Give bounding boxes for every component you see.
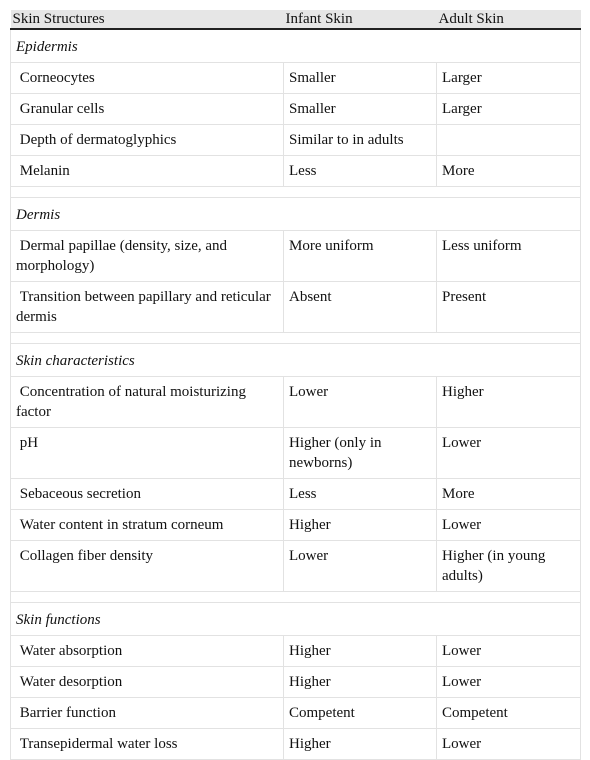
spacer-cell <box>11 592 581 603</box>
table-row <box>11 125 581 156</box>
cell-adult-skin: More <box>437 479 581 510</box>
cell-infant-skin: Higher <box>284 729 437 760</box>
cell-infant-skin: Less <box>284 479 437 510</box>
cell-structure: Collagen fiber density <box>11 541 284 592</box>
cell-adult-skin: Lower <box>437 510 581 541</box>
section-spacer <box>11 592 581 603</box>
cell-infant-skin: Lower <box>284 377 437 428</box>
cell-structure: Water content in stratum corneum <box>11 510 284 541</box>
table-body <box>11 29 581 760</box>
section-spacer <box>11 333 581 344</box>
cell-structure: Water desorption <box>11 667 284 698</box>
cell-structure: Transition between papillary and reticular dermis <box>11 282 284 333</box>
header-adult-skin: Adult Skin <box>437 10 581 29</box>
cell-adult-skin: Lower <box>437 729 581 760</box>
cell-structure: Water absorption <box>11 636 284 667</box>
cell-adult-skin: Competent <box>437 698 581 729</box>
cell-structure: Dermal papillae (density, size, and morphology) <box>11 231 284 282</box>
table-row <box>11 541 581 592</box>
cell-adult-skin: Lower <box>437 667 581 698</box>
table-row <box>11 698 581 729</box>
table-row <box>11 636 581 667</box>
section-title: Dermis <box>11 198 581 231</box>
table-row <box>11 377 581 428</box>
spacer-cell <box>11 187 581 198</box>
cell-structure: Granular cells <box>11 94 284 125</box>
cell-adult-skin: Larger <box>437 63 581 94</box>
cell-adult-skin: Less uniform <box>437 231 581 282</box>
header-row <box>11 10 581 29</box>
cell-structure: Sebaceous secretion <box>11 479 284 510</box>
section-title: Skin functions <box>11 603 581 636</box>
section-title: Epidermis <box>11 29 581 63</box>
comparison-table-container <box>10 10 580 760</box>
cell-adult-skin: Higher <box>437 377 581 428</box>
cell-structure: Transepidermal water loss <box>11 729 284 760</box>
skin-comparison-table <box>10 10 581 760</box>
cell-adult-skin: Higher (in young adults) <box>437 541 581 592</box>
cell-infant-skin: Higher <box>284 510 437 541</box>
cell-structure: pH <box>11 428 284 479</box>
table-row <box>11 479 581 510</box>
table-row <box>11 231 581 282</box>
cell-infant-skin: Smaller <box>284 94 437 125</box>
table-row <box>11 428 581 479</box>
table-header <box>11 10 581 29</box>
header-skin-structures: Skin Structures <box>11 10 284 29</box>
cell-infant-skin: Less <box>284 156 437 187</box>
cell-adult-skin <box>437 125 581 156</box>
table-row <box>11 63 581 94</box>
cell-infant-skin: Similar to in adults <box>284 125 437 156</box>
table-row <box>11 94 581 125</box>
table-row <box>11 282 581 333</box>
table-row <box>11 667 581 698</box>
cell-infant-skin: Lower <box>284 541 437 592</box>
cell-structure: Corneocytes <box>11 63 284 94</box>
cell-infant-skin: Higher <box>284 667 437 698</box>
cell-structure: Melanin <box>11 156 284 187</box>
table-row <box>11 156 581 187</box>
cell-infant-skin: More uniform <box>284 231 437 282</box>
section-spacer <box>11 187 581 198</box>
table-row <box>11 729 581 760</box>
cell-adult-skin: Lower <box>437 636 581 667</box>
cell-adult-skin: Larger <box>437 94 581 125</box>
section-header-row <box>11 344 581 377</box>
cell-structure: Depth of dermatoglyphics <box>11 125 284 156</box>
cell-adult-skin: Present <box>437 282 581 333</box>
cell-adult-skin: More <box>437 156 581 187</box>
cell-structure: Barrier function <box>11 698 284 729</box>
header-infant-skin: Infant Skin <box>284 10 437 29</box>
cell-infant-skin: Absent <box>284 282 437 333</box>
section-header-row <box>11 603 581 636</box>
section-header-row <box>11 29 581 63</box>
cell-infant-skin: Higher <box>284 636 437 667</box>
cell-adult-skin: Lower <box>437 428 581 479</box>
section-header-row <box>11 198 581 231</box>
cell-infant-skin: Competent <box>284 698 437 729</box>
cell-infant-skin: Smaller <box>284 63 437 94</box>
cell-infant-skin: Higher (only in newborns) <box>284 428 437 479</box>
table-row <box>11 510 581 541</box>
section-title: Skin characteristics <box>11 344 581 377</box>
spacer-cell <box>11 333 581 344</box>
cell-structure: Concentration of natural moisturizing factor <box>11 377 284 428</box>
